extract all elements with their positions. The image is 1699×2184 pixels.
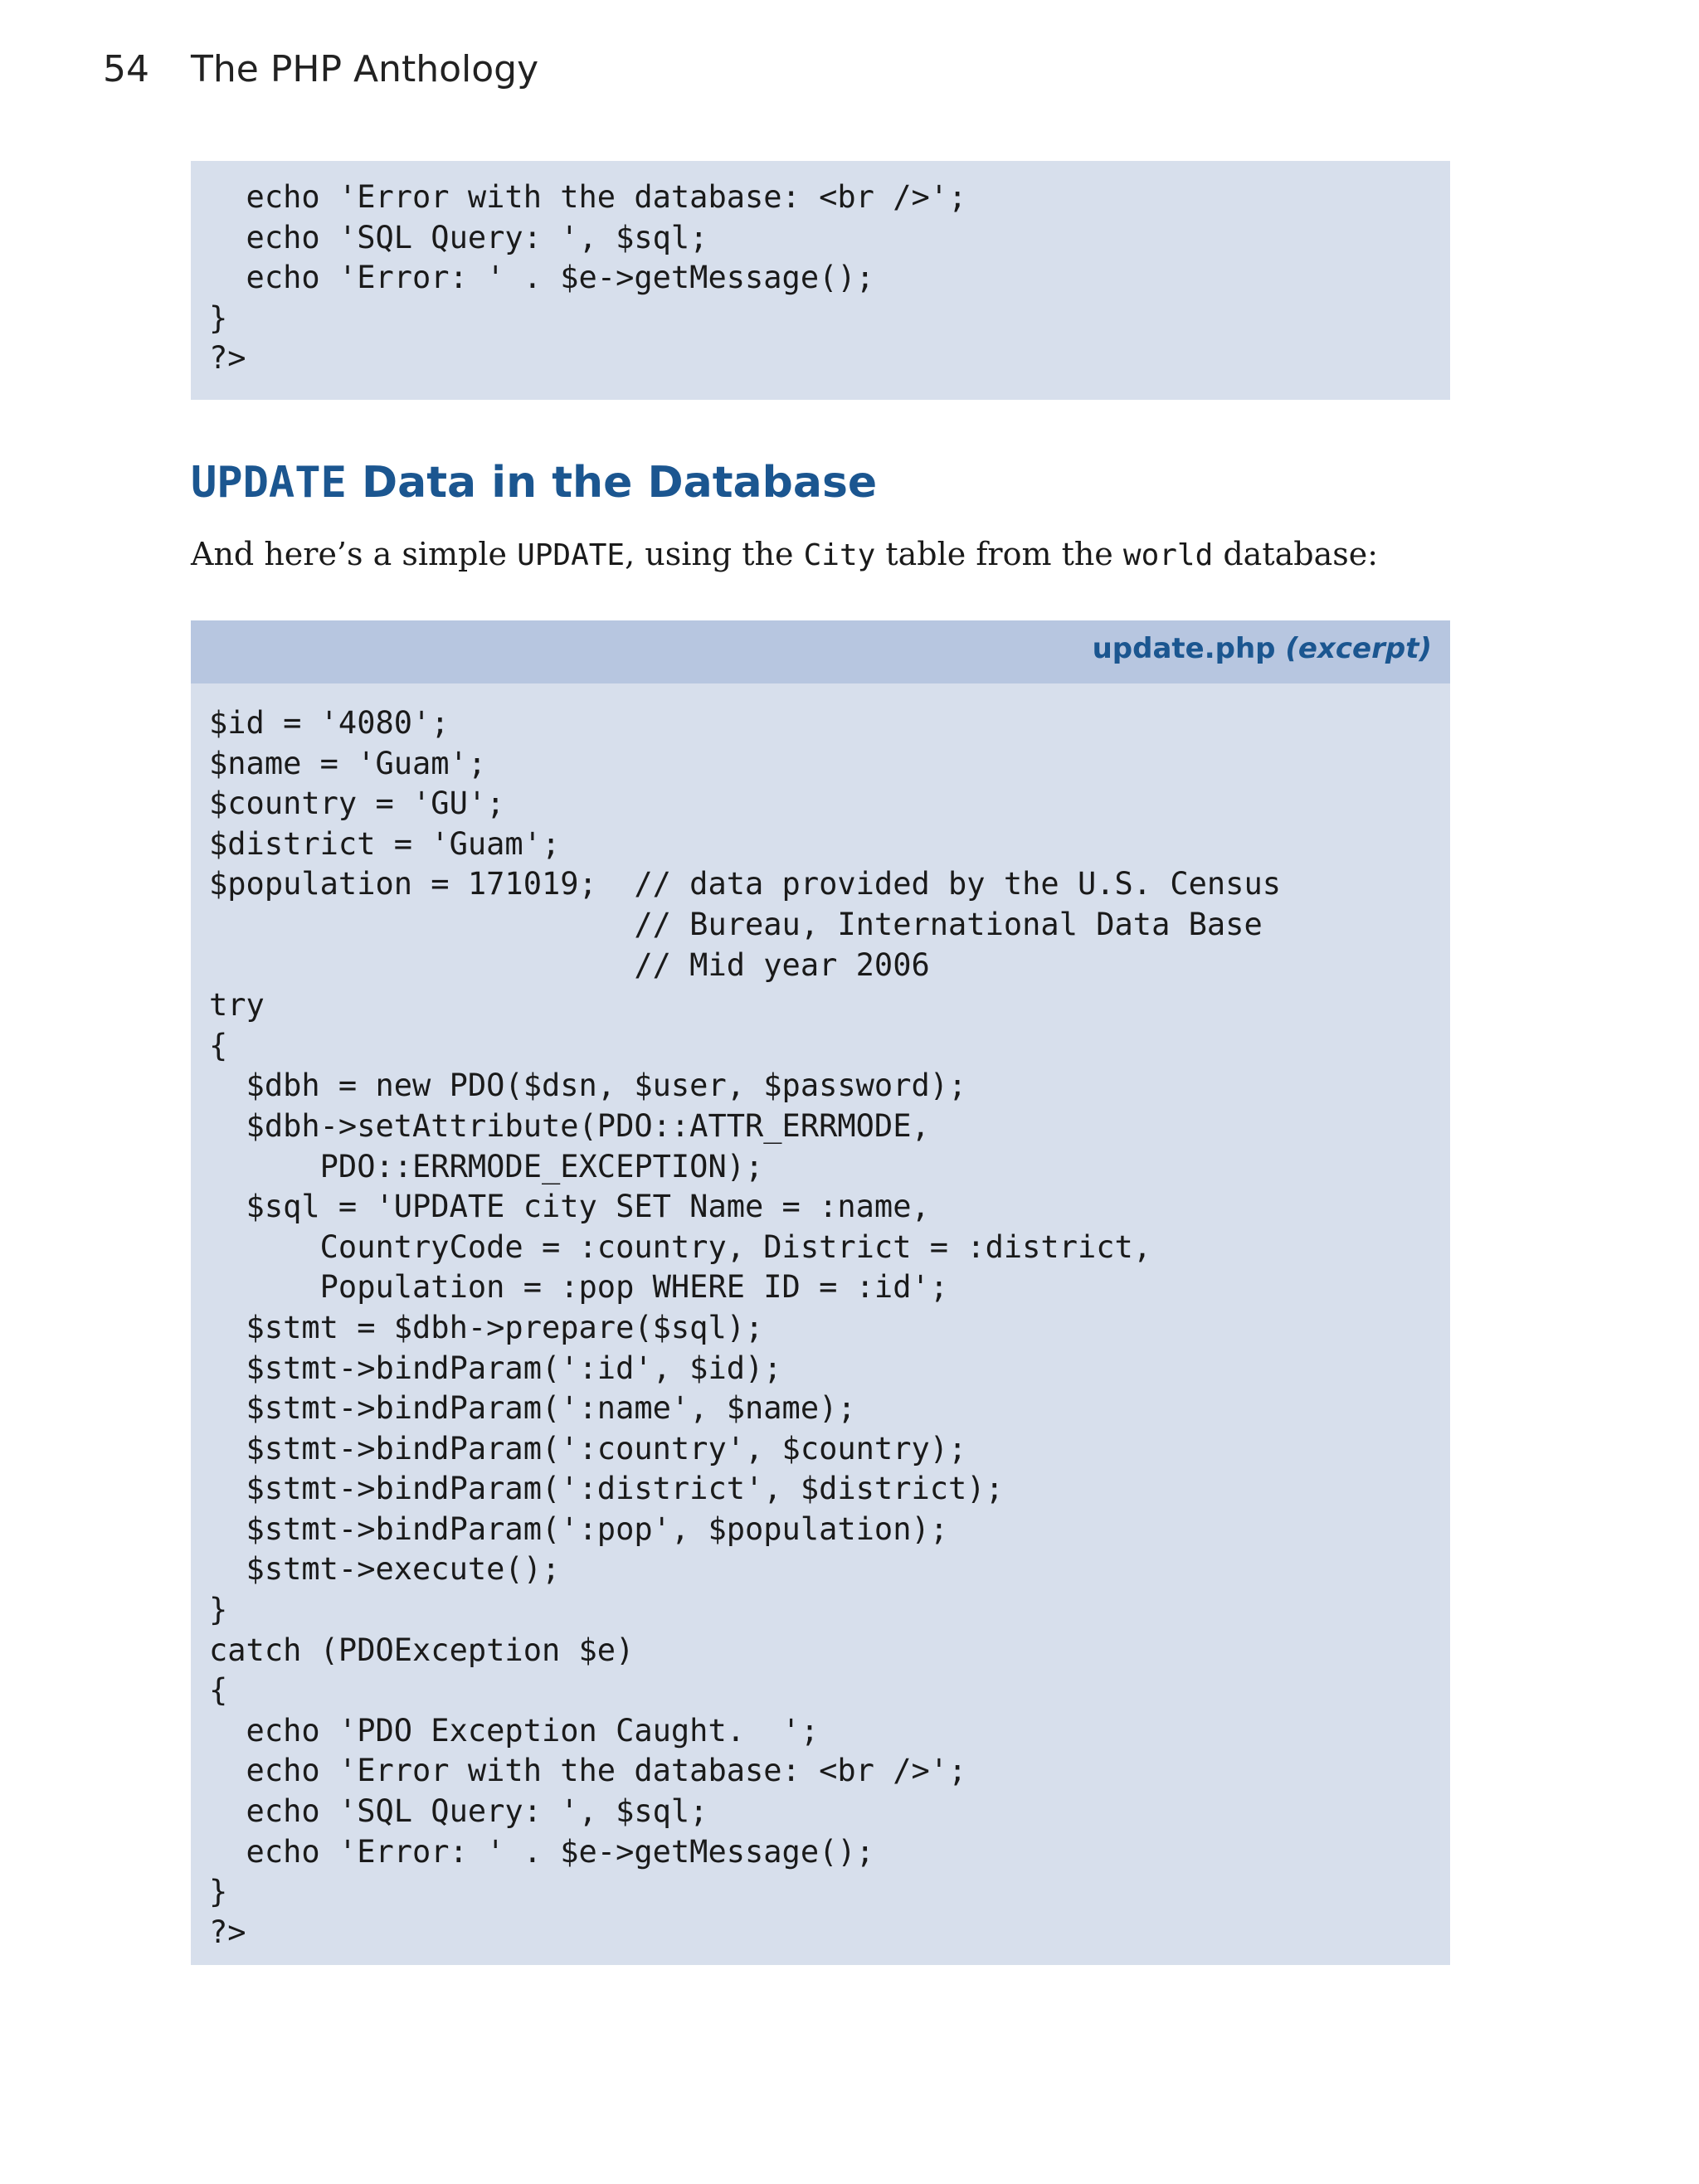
heading-text: Data in the Database [346, 458, 878, 508]
caption-filename: update.php [1092, 632, 1276, 665]
inline-code-update: UPDATE [517, 538, 626, 572]
page-number: 54 [103, 48, 149, 90]
intro-text: table from the [875, 536, 1123, 572]
code-listing: $id = '4080'; $name = 'Guam'; $country = 'GU'; $district = 'Guam'; $population = 171019; // data provided by the U.S. Census // Bureau, International Data Base // Mid year 2006 try { $dbh = new PDO($dsn, $user, $password); $dbh->setAttribute(PDO::ATTR_ERRMODE, PDO::ERRMODE_EXCEPTION); $sql = 'UPDATE city SET Name = :name, CountryCode = :country, District = :district, Population = :pop WHERE ID = :id'; $stmt = $dbh->prepare($sql); $stmt->bindParam(':id', $id); $stmt->bindParam(':name', $name); $stmt->bindParam(':country', $country); $stmt->bindParam(':district', $district); $stmt->bindParam(':pop', $population); $stmt->execute(); } catch (PDOException $e) { echo 'PDO Exception Caught. '; echo 'Error with the database: <br />'; echo 'SQL Query: ', $sql; echo 'Error: ' . $e->getMessage(); } ?> [209, 705, 1282, 1950]
intro-text: database: [1213, 536, 1379, 572]
code-block-update [191, 620, 1450, 1965]
book-title: The PHP Anthology [191, 48, 539, 90]
code-caption [1093, 632, 1432, 665]
intro-paragraph [191, 536, 1378, 572]
code-caption-bar [191, 620, 1450, 683]
code-listing: echo 'Error with the database: <br />'; echo 'SQL Query: ', $sql; echo 'Error: ' . $e->getMessage(); } ?> [209, 179, 967, 377]
intro-text: , using the [625, 536, 804, 572]
section-heading [191, 458, 877, 508]
inline-code-world: world [1122, 538, 1214, 572]
running-header [103, 48, 538, 90]
inline-code-city: City [803, 538, 876, 572]
heading-code-keyword: UPDATE [191, 458, 347, 508]
intro-text: And here’s a simple [191, 536, 518, 572]
code-block-continuation [191, 161, 1450, 400]
caption-excerpt-note: (excerpt) [1285, 632, 1432, 665]
